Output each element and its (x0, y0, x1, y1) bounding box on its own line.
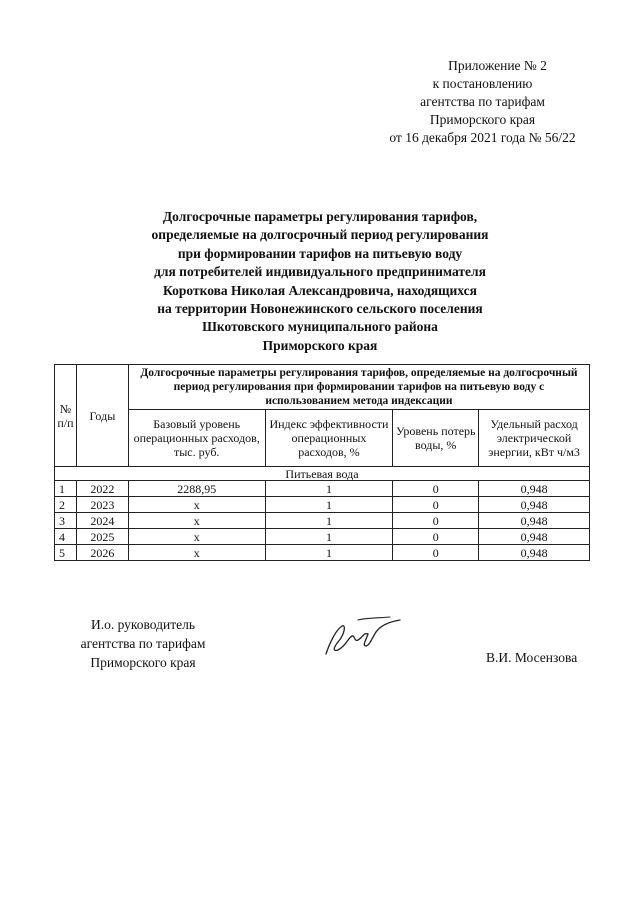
cell-energy: 0,948 (479, 497, 590, 513)
cell-loss: 0 (393, 545, 479, 561)
cell-index: 1 (265, 481, 393, 497)
position-line-1: И.о. руководитель (90, 617, 196, 632)
table-row (55, 497, 590, 513)
title-line-6: на территории Новонежинского сельского поселения (157, 301, 483, 317)
header-water-loss: Уровень потерь воды, % (393, 410, 479, 467)
cell-loss: 0 (393, 497, 479, 513)
cell-year: 2024 (76, 513, 128, 529)
table-row (55, 513, 590, 529)
cell-loss: 0 (393, 529, 479, 545)
cell-base: х (128, 513, 265, 529)
title-line-4: для потребителей индивидуального предпринимателя (154, 264, 486, 280)
section-row: Питьевая вода (55, 467, 590, 481)
cell-year: 2025 (76, 529, 128, 545)
cell-year: 2022 (76, 481, 128, 497)
table-row (55, 529, 590, 545)
appendix-line-1: к постановлению (432, 76, 533, 91)
position-line-3: Приморского края (90, 655, 196, 670)
cell-energy: 0,948 (479, 529, 590, 545)
appendix-line-2: агентства по тарифам (420, 94, 545, 109)
appendix-line-3: Приморского края (429, 112, 536, 127)
cell-base: х (128, 545, 265, 561)
cell-index: 1 (265, 529, 393, 545)
cell-base: 2288,95 (128, 481, 265, 497)
cell-year: 2026 (76, 545, 128, 561)
document-title (80, 208, 560, 355)
parameters-table (54, 364, 590, 561)
header-base-costs: Базовый уровень операционных расходов, тыс. руб. (128, 410, 265, 467)
appendix-line-4: от 16 декабря 2021 года № 56/22 (389, 130, 576, 145)
appendix-block (360, 57, 605, 147)
cell-index: 1 (265, 545, 393, 561)
table-row (55, 481, 590, 497)
title-line-7: Шкотовского муниципального района (202, 319, 438, 335)
title-line-3: при формировании тарифов на питьевую воду (177, 245, 463, 261)
cell-energy: 0,948 (479, 545, 590, 561)
cell-number: 5 (55, 545, 77, 561)
cell-loss: 0 (393, 513, 479, 529)
title-line-2: определяемые на долгосрочный период регулирования (151, 227, 489, 243)
handwritten-signature (318, 612, 408, 662)
signatory-position (58, 615, 228, 672)
table-row (55, 545, 590, 561)
cell-energy: 0,948 (479, 481, 590, 497)
title-line-5: Короткова Николая Александровича, находящихся (163, 282, 477, 298)
header-number: № п/п (55, 365, 77, 467)
cell-index: 1 (265, 513, 393, 529)
cell-loss: 0 (393, 481, 479, 497)
title-line-1: Долгосрочные параметры регулирования тарифов, (162, 209, 478, 224)
header-efficiency-index: Индекс эффективности операционных расходов, % (265, 410, 393, 467)
cell-base: х (128, 497, 265, 513)
cell-number: 3 (55, 513, 77, 529)
appendix-number: Приложение № 2 (448, 58, 547, 73)
cell-energy: 0,948 (479, 513, 590, 529)
position-line-2: агентства по тарифам (80, 636, 206, 651)
title-line-8: Приморского края (262, 337, 378, 353)
signatory-name: В.И. Мосензова (486, 650, 578, 665)
header-group: Долгосрочные параметры регулирования тарифов, определяемые на долгосрочный период регулирования при формировании тарифов на питьевую воду с использованием метода индексации (128, 365, 589, 410)
header-energy: Удельный расход электрической энергии, кВт ч/м3 (479, 410, 590, 467)
cell-number: 1 (55, 481, 77, 497)
cell-year: 2023 (76, 497, 128, 513)
cell-base: х (128, 529, 265, 545)
cell-number: 4 (55, 529, 77, 545)
cell-index: 1 (265, 497, 393, 513)
cell-number: 2 (55, 497, 77, 513)
header-years: Годы (76, 365, 128, 467)
